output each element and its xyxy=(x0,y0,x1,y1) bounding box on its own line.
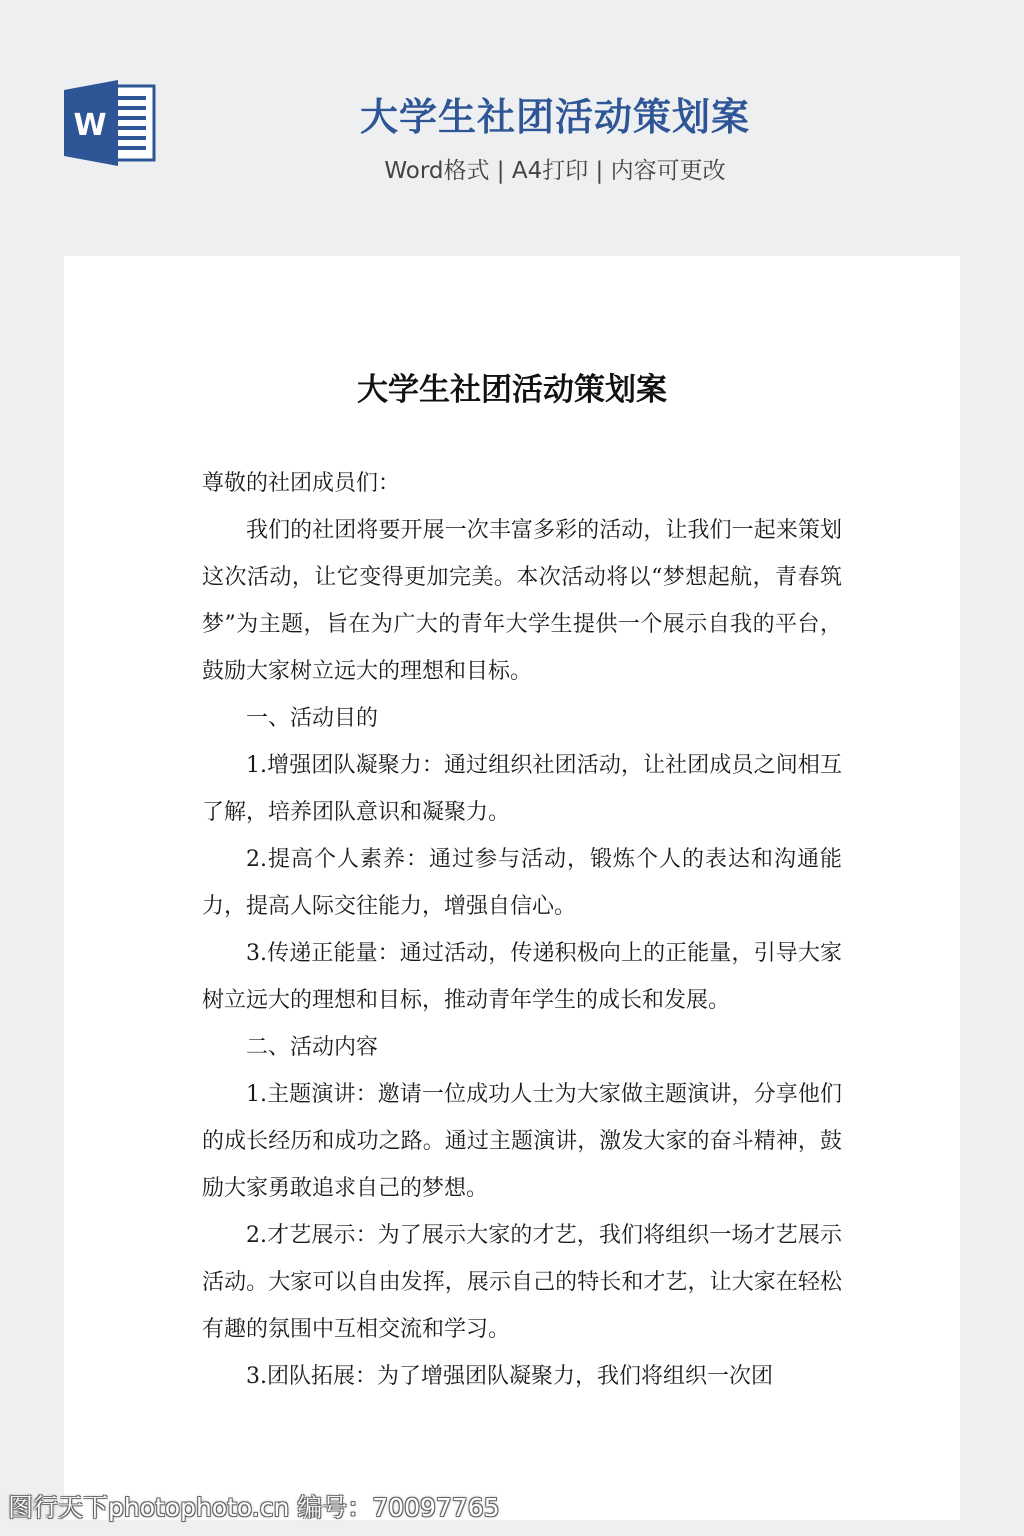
header-title: 大学生社团活动策划案 xyxy=(359,95,750,139)
salutation: 尊敬的社团成员们： xyxy=(202,471,401,496)
header-subtitle: Word格式 | A4打印 | 内容可更改 xyxy=(384,158,726,184)
content-item: 2.才艺展示：为了展示大家的才艺，我们将组织一场才艺展示活动。大家可以自由发挥，展示自己的特长和才艺，让大家在轻松有趣的氛围中互相交流和学习。 xyxy=(202,1223,842,1342)
section-heading-purpose: 一、活动目的 xyxy=(246,706,379,731)
content-item: 1.主题演讲：邀请一位成功人士为大家做主题演讲，分享他们的成长经历和成功之路。通过主题演讲，激发大家的奋斗精神，鼓励大家勇敢追求自己的梦想。 xyxy=(202,1082,842,1201)
word-file-icon xyxy=(62,80,158,166)
section-heading-content: 二、活动内容 xyxy=(246,1035,379,1060)
purpose-item: 1.增强团队凝聚力：通过组织社团活动，让社团成员之间相互了解，培养团队意识和凝聚力。 xyxy=(202,753,842,825)
purpose-item: 2.提高个人素养：通过参与活动，锻炼个人的表达和沟通能力，提高人际交往能力，增强自信心。 xyxy=(202,847,842,919)
document-page xyxy=(64,256,960,1520)
intro-paragraph: 我们的社团将要开展一次丰富多彩的活动，让我们一起来策划这次活动，让它变得更加完美。本次活动将以“梦想起航，青春筑梦”为主题，旨在为广大的青年大学生提供一个展示自我的平台，鼓励大家树立远大的理想和目标。 xyxy=(202,518,842,684)
document-title: 大学生社团活动策划案 xyxy=(357,372,667,408)
content-item: 3.团队拓展：为了增强团队凝聚力，我们将组织一次团 xyxy=(246,1364,773,1389)
purpose-item: 3.传递正能量：通过活动，传递积极向上的正能量，引导大家树立远大的理想和目标，推动青年学生的成长和发展。 xyxy=(202,941,842,1013)
document-body xyxy=(202,460,842,1400)
logo-letter: W xyxy=(73,108,107,143)
watermark: 图行天下photophoto.cn 编号：70097765 xyxy=(8,1493,500,1522)
header xyxy=(0,0,1024,230)
